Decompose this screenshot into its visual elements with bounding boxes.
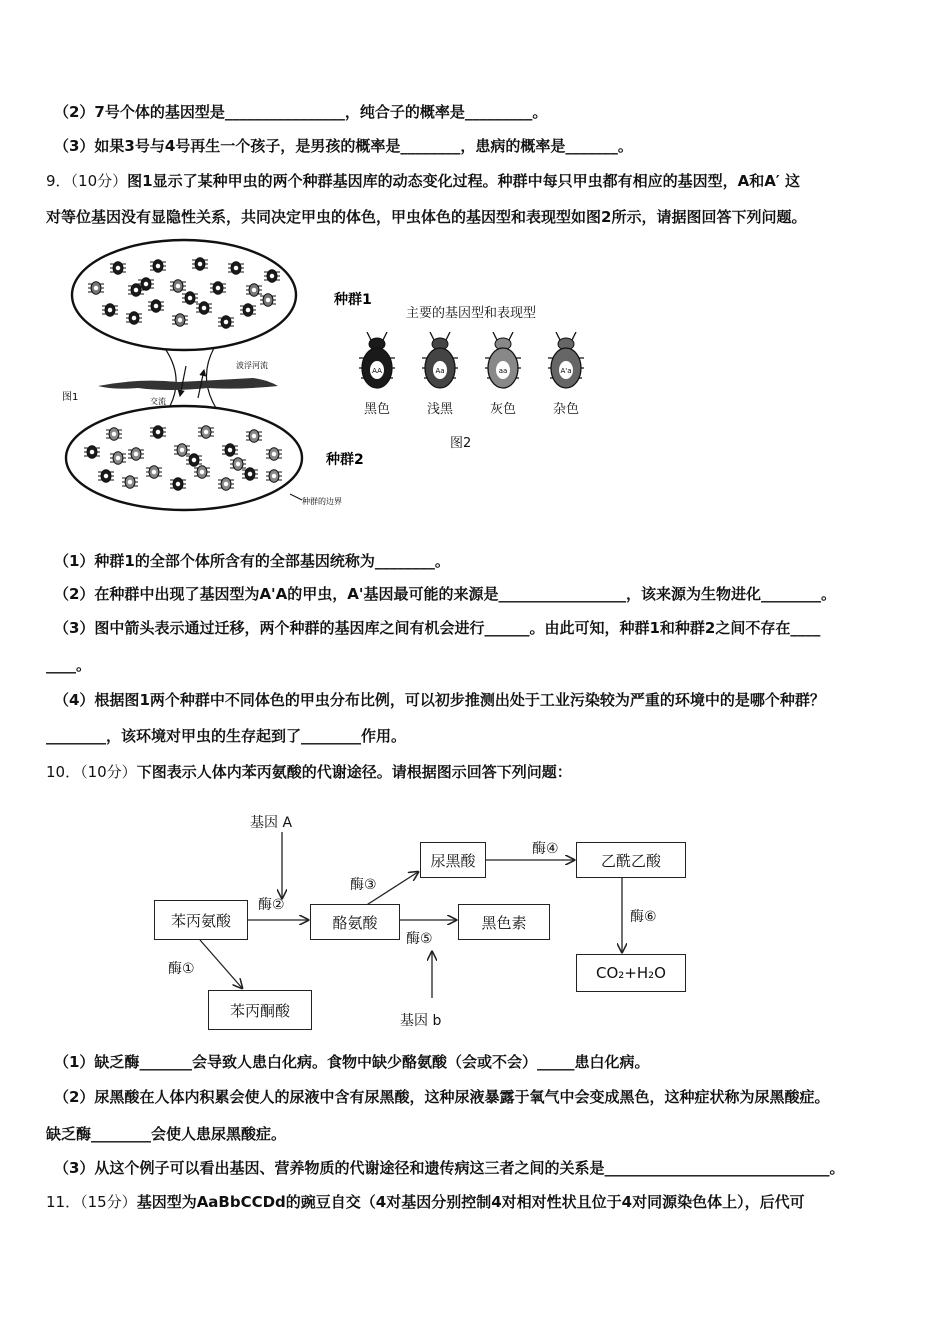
beetle-icon <box>355 332 399 394</box>
beetle-genotype-item <box>352 332 402 417</box>
pop1-beetle <box>138 278 154 290</box>
pop2-beetle <box>246 430 262 442</box>
q11-score: （15分） <box>80 1193 137 1211</box>
pop1-beetle <box>192 258 208 270</box>
gene-b-label: 基因 b <box>400 1013 442 1029</box>
phenylalanine-box: 苯丙氨酸 <box>154 900 248 940</box>
enzyme3-label: 酶③ <box>350 877 377 893</box>
boundary-label: 种群的边界 <box>302 497 342 506</box>
pop2-beetle <box>242 468 258 480</box>
beetle-icon <box>481 332 525 394</box>
pop1-beetle <box>150 260 166 272</box>
beetle-phenotype: 浅黑 <box>426 402 453 417</box>
beetle-phenotype: 灰色 <box>489 402 516 417</box>
beetle-icon <box>418 332 462 394</box>
pop1-beetle <box>260 294 276 306</box>
beetle-genotype: aa <box>498 367 508 375</box>
q9-score: （10分） <box>70 172 128 190</box>
beetle-phenotype: 黑色 <box>363 402 390 417</box>
beetle-genotype: A'a <box>560 367 572 375</box>
pop2-beetle <box>106 428 122 440</box>
pop2-beetle <box>128 448 144 460</box>
q11-stem-text: 基因型为AaBbCCDd的豌豆自交（4对基因分别控制4对相对性状且位于4对同源染色体上），后代可 <box>136 1193 805 1211</box>
beetle-icon <box>544 332 588 394</box>
enzyme2-label: 酶② <box>258 897 285 913</box>
river-label: 波浮河流 <box>236 361 268 370</box>
q8-part2: （2）7号个体的基因型是________________，纯合子的概率是_________。 <box>54 103 548 121</box>
pop2-beetle <box>266 470 282 482</box>
pop2-beetle <box>110 452 126 464</box>
exchange-label: 交流 <box>150 397 166 406</box>
pop1-beetle <box>110 262 126 274</box>
enzyme4-label: 酶④ <box>532 841 559 857</box>
enzyme1-label: 酶① <box>168 961 195 977</box>
q9-part3-line1: （3）图中箭头表示通过迁移，两个种群的基因库之间有机会进行______。由此可知，种群1和种群2之间不存在____ <box>54 619 821 637</box>
pop2-label: 种群2 <box>326 452 364 468</box>
pop1-beetle <box>196 302 212 314</box>
pop1-beetle <box>170 280 186 292</box>
pop2-beetle <box>230 458 246 470</box>
q10-part2-line1: （2）尿黑酸在人体内积累会使人的尿液中含有尿黑酸，这种尿液暴露于氧气中会变成黑色，这种症状称为尿黑酸症。 <box>54 1088 830 1106</box>
metabolism-diagram <box>150 806 710 1036</box>
beetle-genotype-item <box>541 332 591 417</box>
q9-part3-line2: ____。 <box>46 656 92 674</box>
pop1-label: 种群1 <box>334 292 372 308</box>
q9-part4-line1: （4）根据图1两个种群中不同体色的甲虫分布比例，可以初步推测出处于工业污染较为严重的环境中的是哪个种群？ <box>54 691 825 709</box>
co2-h2o-box: CO₂+H₂O <box>576 954 686 992</box>
q8-part3: （3）如果3号与4号再生一个孩子，是男孩的概率是________，患病的概率是_______。 <box>54 137 633 155</box>
pop1-beetle <box>228 262 244 274</box>
beetle-genotype: Aa <box>435 367 445 375</box>
q9-number: 9． <box>46 172 71 190</box>
pop2-beetle <box>174 444 190 456</box>
q10-number: 10． <box>46 763 81 781</box>
pop2-beetle <box>198 426 214 438</box>
pop2-beetle <box>150 426 166 438</box>
q10-part2-line2: 缺乏酶________会使人患尿黑酸症。 <box>46 1125 287 1143</box>
pop1-beetle <box>218 316 234 328</box>
beetle-genotype-item <box>478 332 528 417</box>
q10-part1: （1）缺乏酶_______会导致人患白化病。食物中缺少酪氨酸（会或不会）_____患白化病。 <box>54 1053 650 1071</box>
pop2-beetle <box>146 466 162 478</box>
melanin-box: 黑色素 <box>458 904 550 940</box>
pop1-beetle <box>182 292 198 304</box>
pop1-beetle <box>240 304 256 316</box>
beetle-genotype: AA <box>372 367 382 375</box>
homogentisic-acid-box: 尿黑酸 <box>420 842 486 878</box>
pop2-beetle <box>122 476 138 488</box>
tyrosine-box: 酪氨酸 <box>310 904 400 940</box>
fig2-title: 主要的基因型和表现型 <box>406 306 537 321</box>
fig1-label: 图1 <box>62 392 79 403</box>
pop1-beetle <box>172 314 188 326</box>
q11-stem <box>46 1191 910 1213</box>
beetle-genotype-item <box>415 332 465 417</box>
pop1-beetle <box>88 282 104 294</box>
acetoacetic-acid-box: 乙酰乙酸 <box>576 842 686 878</box>
pop2-beetle <box>98 470 114 482</box>
q9-stem-text1: 图1显示了某种甲虫的两个种群基因库的动态变化过程。种群中每只甲虫都有相应的基因型，A和A′ 这 <box>127 172 800 190</box>
pop1-beetle <box>102 304 118 316</box>
q10-score: （10分） <box>80 763 137 781</box>
pop2-beetle <box>222 444 238 456</box>
phenylpyruvic-acid-box: 苯丙酮酸 <box>208 990 312 1030</box>
pop1-beetle <box>210 282 226 294</box>
pop2-beetle <box>186 454 202 466</box>
q9-part1: （1）种群1的全部个体所含有的全部基因统称为________。 <box>54 552 450 570</box>
pop2-beetle <box>84 446 100 458</box>
enzyme6-label: 酶⑥ <box>630 909 657 925</box>
enzyme5-label: 酶⑤ <box>406 931 433 947</box>
beetle-phenotype: 杂色 <box>552 402 579 417</box>
pop2-beetle <box>218 478 234 490</box>
gene-a-label: 基因 A <box>250 815 293 831</box>
pop1-beetle <box>246 284 262 296</box>
q10-part3: （3）从这个例子可以看出基因、营养物质的代谢途径和遗传病这三者之间的关系是______________________________。 <box>54 1159 845 1177</box>
pop1-beetle <box>264 270 280 282</box>
q9-part4-line2: ________，该环境对甲虫的生存起到了________作用。 <box>46 727 407 745</box>
pop2-beetle <box>194 466 210 478</box>
genotype-figure <box>340 292 580 457</box>
q10-stem <box>46 761 910 783</box>
q9-part2: （2）在种群中出现了基因型为A'A的甲虫，A'基因最可能的来源是_________________，该来源为生物进化________。 <box>54 585 836 603</box>
q10-stem-text: 下图表示人体内苯丙氨酸的代谢途径。请根据图示回答下列问题： <box>136 763 572 781</box>
pop2-beetle <box>266 448 282 460</box>
pop1-beetle <box>126 312 142 324</box>
q11-number: 11． <box>46 1193 81 1211</box>
fig2-label: 图2 <box>450 436 472 451</box>
pop1-beetle <box>148 300 164 312</box>
pop2-beetle <box>170 478 186 490</box>
q9-stem-line1 <box>46 170 910 192</box>
q9-stem-line2: 对等位基因没有显隐性关系，共同决定甲虫的体色，甲虫体色的基因型和表现型如图2所示，请据图回答下列问题。 <box>46 208 807 226</box>
